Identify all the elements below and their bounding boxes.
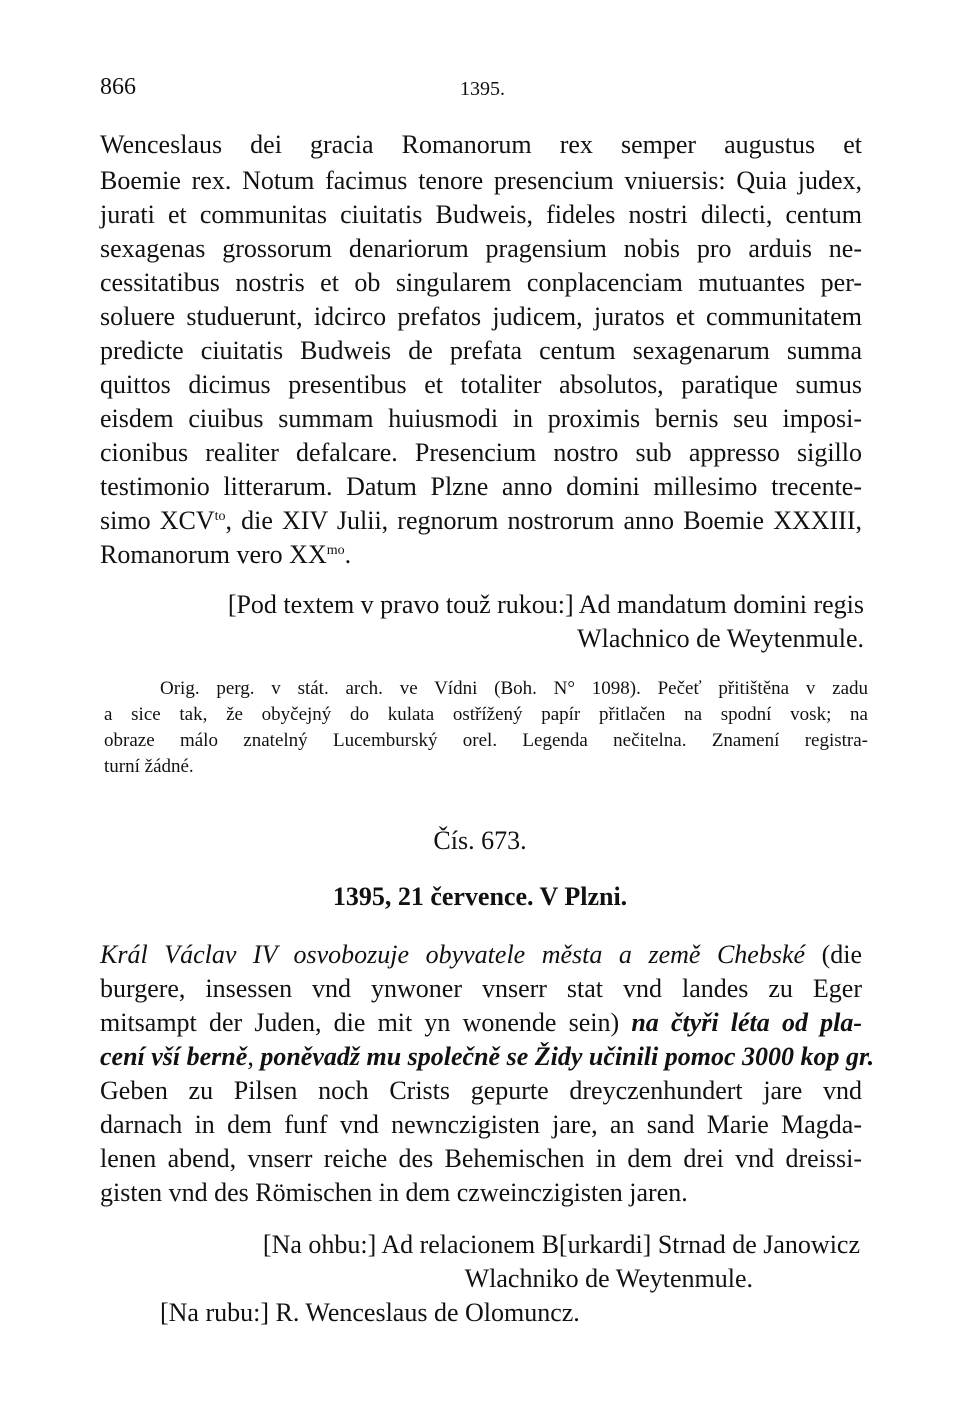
text-line: quittos dicimus presentibus et totaliter absolutos, paratique sumus <box>100 370 862 399</box>
note-line: Orig. perg. v stát. arch. ve Vídni (Boh. N° 1098). Pečeť přitištěna v zadu <box>160 678 868 699</box>
superscript: to <box>214 509 226 524</box>
document-date-heading <box>0 882 960 912</box>
text-line: cessitatibus nostris et ob singularem conplacenciam mutuantes per- <box>100 268 862 297</box>
subscription-name: Wlachnico de Weytenmule. <box>577 624 864 653</box>
document-number: Čís. 673. <box>433 826 527 855</box>
text-line: cionibus realiter defalcare. Presencium nostro sub appresso sigillo <box>100 438 862 467</box>
text-segment: , die XIV Julii, regnorum nostrorum anno Boemie XXXIII, <box>225 506 862 535</box>
relacio-name: Wlachniko de Weytenmule. <box>464 1264 753 1293</box>
text-line <box>100 1042 875 1072</box>
italic-segment: poněvadž mu společně se Židy učinili pomoc 3000 kop gr. <box>253 1042 875 1071</box>
text-line <box>100 540 351 570</box>
text-line: lenen abend, vnserr reiche des Behemischen in dem drei vnd dreissi- <box>100 1144 862 1173</box>
running-header-year: 1395. <box>460 78 505 100</box>
text-line: testimonio litterarum. Datum Plzne anno domini millesimo trecente- <box>100 472 862 501</box>
text-line: eisdem ciuibus summam huiusmodi in proximis bernis seu imposi- <box>100 404 862 433</box>
italic-segment: cení vší berně <box>100 1042 248 1071</box>
text-segment: (die <box>805 940 862 969</box>
italic-segment: Král Václav IV osvobozuje obyvatele města a země Chebské <box>100 940 806 969</box>
text-line: sexagenas grossorum denariorum pragensium nobis pro arduis ne- <box>100 234 862 263</box>
date-heading-text: 1395, 21 července. V Plzni. <box>332 882 628 911</box>
text-line: burgere, insessen vnd ynwoner vnserr stat vnd landes zu Eger <box>100 974 862 1003</box>
text-line: Wenceslaus dei gracia Romanorum rex semper augustus et <box>100 130 862 159</box>
relacio-line: [Na ohbu:] Ad relacionem B[urkardi] Strnad de Janowicz <box>262 1230 860 1259</box>
text-segment: . <box>344 540 352 569</box>
dorse-note: [Na rubu:] R. Wenceslaus de Olomuncz. <box>160 1298 580 1327</box>
text-segment: , <box>247 1042 254 1071</box>
text-line <box>100 506 862 536</box>
text-segment: mitsampt der Juden, die mit yn wonende sein) <box>100 1008 620 1037</box>
page-number: 866 <box>100 74 136 100</box>
subscription-line: [Pod textem v pravo touž rukou:] Ad mandatum domini regis <box>227 590 864 619</box>
text-line: darnach in dem funf vnd newnczigisten jare, an sand Marie Magda- <box>100 1110 862 1139</box>
note-line: a sice tak, že obyčejný do kulata ostřížený papír přitlačen na spodní vosk; na <box>104 704 868 725</box>
italic-segment: na čtyři léta od pla- <box>619 1008 862 1037</box>
text-segment: Romanorum vero XX <box>100 540 327 569</box>
note-line: turní žádné. <box>104 756 194 777</box>
note-line: obraze málo znatelný Lucemburský orel. Legenda nečitelna. Znamení registra- <box>104 730 868 751</box>
text-line: soluere studuerunt, idcirco prefatos judicem, juratos et communitatem <box>100 302 862 331</box>
text-line <box>100 940 862 970</box>
superscript: mo <box>326 543 345 558</box>
text-line <box>100 1008 862 1038</box>
text-line: jurati et communitas ciuitatis Budweis, fideles nostri dilecti, centum <box>100 200 862 229</box>
text-line: Boemie rex. Notum facimus tenore presencium vniuersis: Quia judex, <box>100 166 862 195</box>
text-line: gisten vnd des Römischen in dem czweinczigisten jaren. <box>100 1178 688 1207</box>
text-line: predicte ciuitatis Budweis de prefata centum sexagenarum summa <box>100 336 862 365</box>
text-line: Geben zu Pilsen noch Crists gepurte dreyczenhundert jare vnd <box>100 1076 862 1105</box>
text-segment: simo XCV <box>100 506 215 535</box>
